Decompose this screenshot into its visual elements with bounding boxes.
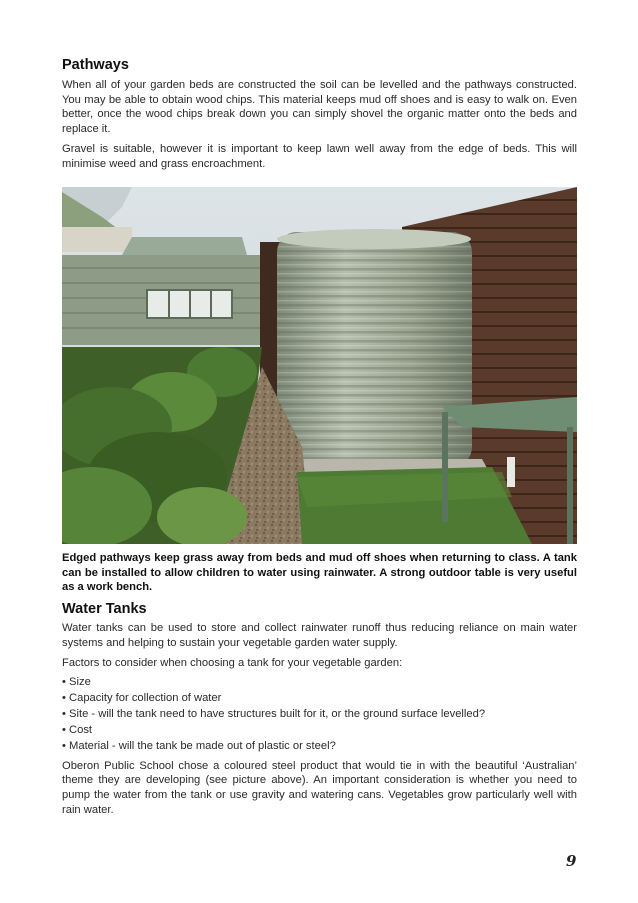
pathways-text [62, 78, 577, 172]
water-tanks-paragraph-2: Oberon Public School chose a coloured steel product that would tie in with the beautiful ‘Australian’ theme they are developing (see picture above). An important consideration is whether you need to pump the water from the tank or use gravity and watering cans. Vegetables grow particularly well with rain water. [62, 759, 577, 816]
list-item: • Material - will the tank be made out of plastic or steel? [62, 739, 336, 752]
list-item: • Capacity for collection of water [62, 691, 222, 704]
list-item: • Size [62, 675, 91, 688]
pathways-paragraph-1: When all of your garden beds are constructed the soil can be levelled and the pathways constructed. You may be able to obtain wood chips. This material keeps mud off shoes and is easy to walk on. Even better, once the wood chips break down you can simply shovel the organic matter onto the beds and replace it. [62, 79, 577, 135]
water-tanks-paragraph-1: Water tanks can be used to store and collect rainwater runoff thus reducing reliance on main water systems and helping to sustain your vegetable garden water supply. [62, 622, 577, 649]
pathways-heading: Pathways [62, 57, 129, 73]
pathways-paragraph-2: Gravel is suitable, however it is important to keep lawn well away from the edge of beds. This will minimise weed and grass encroachment. [62, 143, 577, 170]
water-tanks-text [62, 621, 577, 817]
water-tanks-heading: Water Tanks [62, 601, 147, 617]
page-number: 9 [566, 852, 577, 870]
photo-caption: Edged pathways keep grass away from beds and mud off shoes when returning to class. A tank can be installed to allow children to water using rainwater. A strong outdoor table is very useful as a work bench. [62, 552, 577, 594]
garden-tank-photo [62, 187, 577, 544]
list-item: • Cost [62, 723, 93, 736]
factors-intro: Factors to consider when choosing a tank for your vegetable garden: [62, 657, 403, 670]
list-item: • Site - will the tank need to have structures built for it, or the ground surface levelled? [62, 707, 486, 720]
factors-list [62, 674, 577, 754]
